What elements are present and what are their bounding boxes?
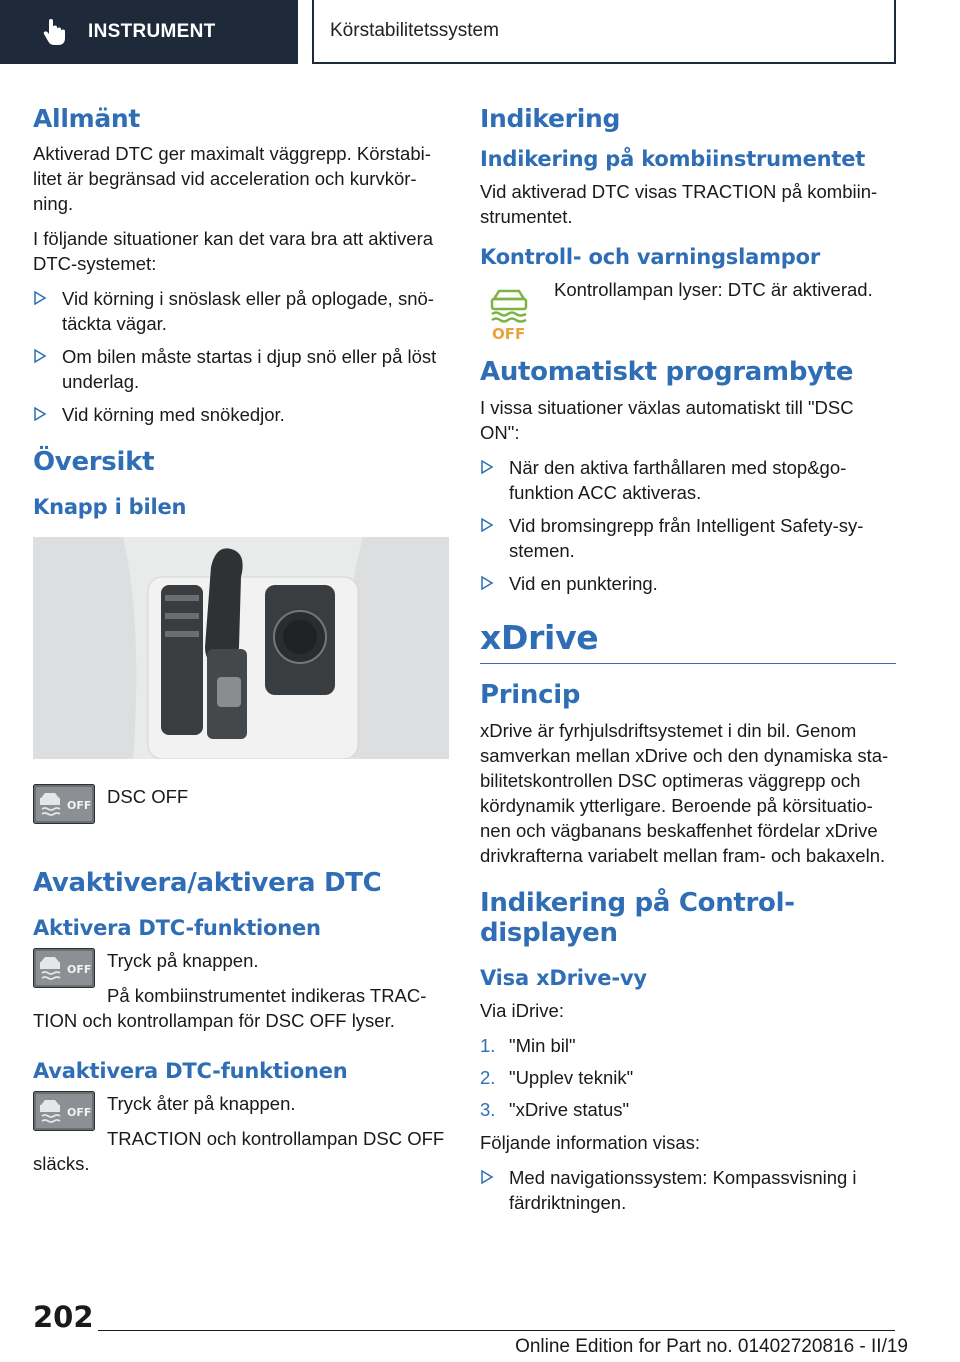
svg-text:OFF: OFF	[67, 799, 92, 812]
allmant-paragraph-1: Aktiverad DTC ger maximalt väggrepp. Körstabilitet är begränsad vid acceleration och kurvkörning.	[33, 143, 431, 214]
triangle-bullet-icon	[33, 349, 47, 363]
header-section-tab	[0, 0, 298, 64]
list-item: Vid en punktering.	[480, 571, 896, 596]
aktivera-row	[33, 948, 449, 976]
hand-pointer-icon	[40, 17, 70, 47]
header-chapter-tab	[312, 0, 896, 64]
xdrive-steps	[480, 1033, 896, 1122]
heading-avaktivera-aktivera-dtc: Avaktivera/aktivera DTC	[33, 868, 382, 898]
avaktivera-row	[33, 1091, 449, 1119]
heading-aktivera-dtc: Aktivera DTC-funktionen	[33, 916, 321, 940]
list-item: 1. "Min bil"	[480, 1035, 576, 1056]
dsc-off-button-icon	[33, 1091, 95, 1131]
header-chapter-title: Körstabilitetssystem	[330, 20, 499, 41]
header-section-title: INSTRUMENT	[88, 21, 216, 42]
via-idrive: Via iDrive:	[480, 1000, 564, 1021]
list-item: Om bilen måste startas i djup snö eller på löst underlag.	[33, 344, 449, 394]
dsc-off-button-icon	[33, 784, 95, 824]
list-item: Vid bromsingrepp från Intelligent Safety-systemen.	[480, 513, 896, 563]
heading-avaktivera-dtc: Avaktivera DTC-funktionen	[33, 1059, 348, 1083]
auto-bullet-list	[480, 455, 896, 596]
aktivera-paragraph-1: Tryck på knappen.	[107, 950, 259, 971]
page-number: 202	[33, 1300, 94, 1334]
list-item: Vid körning med snökedjor.	[33, 402, 449, 427]
triangle-bullet-icon	[33, 407, 47, 421]
avaktivera-paragraph-2: TRACTION och kontrollampan DSC OFF släcks.	[33, 1128, 445, 1174]
xdrive-divider	[480, 663, 896, 664]
lamp-text: Kontrollampan lyser: DTC är aktiverad.	[554, 279, 873, 300]
triangle-bullet-icon	[33, 291, 47, 305]
footer-divider	[98, 1330, 895, 1331]
left-column	[33, 100, 449, 1186]
lamp-row	[480, 277, 896, 341]
heading-xdrive: xDrive	[480, 618, 599, 657]
triangle-bullet-icon	[480, 1170, 494, 1184]
heading-indikering: Indikering	[480, 104, 621, 133]
avaktivera-paragraph-1: Tryck åter på knappen.	[107, 1093, 296, 1114]
list-item: När den aktiva farthållaren med stop&go-funktion ACC aktiveras.	[480, 455, 896, 505]
triangle-bullet-icon	[480, 576, 494, 590]
auto-paragraph: I vissa situationer växlas automatiskt till "DSC ON":	[480, 397, 854, 443]
heading-kontroll-varningslampor: Kontroll- och varningslampor	[480, 245, 820, 269]
triangle-bullet-icon	[480, 460, 494, 474]
footer-edition: Online Edition for Part no. 01402720816 - II/19	[515, 1336, 908, 1357]
dsc-off-row	[33, 784, 449, 844]
heading-princip: Princip	[480, 680, 581, 710]
right-column	[480, 100, 896, 1225]
svg-text:OFF: OFF	[67, 1106, 92, 1119]
dsc-off-button-icon	[33, 948, 95, 988]
list-item: 3. "xDrive status"	[480, 1099, 630, 1120]
heading-oversikt: Översikt	[33, 447, 155, 477]
list-item: Vid körning i snöslask eller på oplogade, snötäckta vägar.	[33, 286, 449, 336]
heading-automatiskt-programbyte: Automatiskt programbyte	[480, 357, 854, 387]
svg-text:OFF: OFF	[492, 325, 526, 341]
heading-visa-xdrive-vy: Visa xDrive-vy	[480, 966, 647, 990]
allmant-bullet-list	[33, 286, 449, 427]
princip-paragraph: xDrive är fyrhjulsdriftsystemet i din bil. Genom samverkan mellan xDrive och den dynamiska stabilitetskontrollen DSC optimeras väggrepp och kördynamik ytterligare. Beroende på körsituationen och vägbanans beskaffenhet fördelar xDrive drivkrafterna variabelt mellan fram- och bakaxeln.	[480, 720, 889, 866]
info-paragraph: Följande information visas:	[480, 1132, 701, 1153]
indikering-paragraph: Vid aktiverad DTC visas TRACTION på kombiinstrumentet.	[480, 181, 878, 227]
info-bullet-list	[480, 1165, 896, 1215]
triangle-bullet-icon	[480, 518, 494, 532]
allmant-paragraph-2: I följande situationer kan det vara bra att aktivera DTC-systemet:	[33, 228, 434, 274]
dsc-off-caption: DSC OFF	[107, 786, 189, 807]
aktivera-paragraph-2: På kombiinstrumentet indikeras TRACTION och kontrollampan för DSC OFF lyser.	[33, 985, 427, 1031]
heading-allmant: Allmänt	[33, 104, 141, 133]
svg-text:OFF: OFF	[67, 963, 92, 976]
center-console-photo	[33, 537, 449, 759]
list-item: Med navigationssystem: Kompassvisning i färdriktningen.	[480, 1165, 896, 1215]
list-item: 2. "Upplev teknik"	[480, 1067, 634, 1088]
heading-indikering-kombiinstrumentet: Indikering på kombiinstrumentet	[480, 147, 866, 171]
heading-indikering-control-displayen: Indikering på Control-displayen	[480, 888, 795, 948]
traction-off-lamp-icon	[480, 281, 542, 341]
heading-knapp-i-bilen: Knapp i bilen	[33, 495, 187, 519]
